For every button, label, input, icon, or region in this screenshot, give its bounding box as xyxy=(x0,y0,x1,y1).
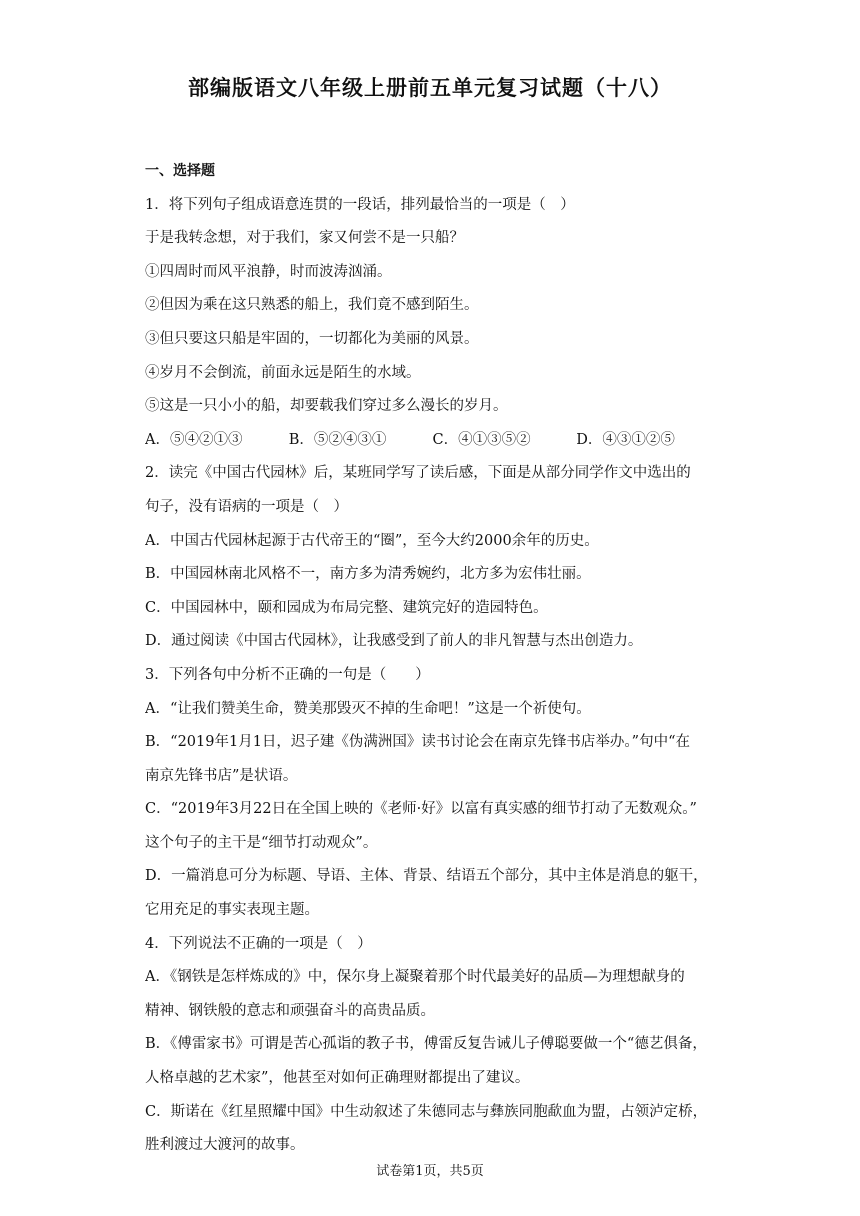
q1-sentence-4: ④岁月不会倒流，前面永远是陌生的水域。 xyxy=(145,364,421,381)
q1-intro: 于是我转念想，对于我们，家又何尝不是一只船？ xyxy=(145,230,464,247)
q1-sentence-3: ③但只要这只船是牢固的，一切都化为美丽的风景。 xyxy=(145,330,479,347)
q1-sentence-2: ②但因为乘在这只熟悉的船上，我们竟不感到陌生。 xyxy=(145,297,479,314)
q4-emphasis-char-3: 确 xyxy=(256,928,271,962)
q2-option-a: A．中国古代园林起源于古代帝王的“圈”，至今大约2000余年的历史。 xyxy=(145,532,599,549)
q2-option-c: C．中国园林中，颐和园成为布局完整、建筑完好的造园特色。 xyxy=(145,599,548,616)
q3-option-c-line2: 这个句子的主干是“细节打动观众”。 xyxy=(145,834,378,851)
q4-stem xyxy=(145,928,720,962)
q4-option-b-line1: B．《傅雷家书》可谓是苦心孤诣的教子书，傅雷反复告诫儿子傅聪要做一个“德艺俱备， xyxy=(145,1036,707,1053)
q2-option-d: D．通过阅读《中国古代园林》，让我感受到了前人的非凡智慧与杰出创造力。 xyxy=(145,633,643,650)
question-content xyxy=(145,155,720,1163)
q3-option-a: A．“让我们赞美生命，赞美那毁灭不掉的生命吧！”这是一个祈使句。 xyxy=(145,700,591,717)
q1-stem: 1．将下列句子组成语意连贯的一段话，排列最恰当的一项是（ ） xyxy=(145,196,575,213)
q3-option-b-line2: 南京先锋书店”是状语。 xyxy=(145,767,298,784)
q4-option-c-line2: 胜利渡过大渡河的故事。 xyxy=(145,1137,305,1154)
q3-option-c-line1: C．“2019年3月22日在全国上映的《老师·好》以富有真实感的细节打动了无数观众。” xyxy=(145,801,697,818)
q3-option-d-line1: D．一篇消息可分为标题、导语、主体、背景、结语五个部分，其中主体是消息的躯干， xyxy=(145,868,708,885)
q4-option-c-line1: C．斯诺在《红星照耀中国》中生动叙述了朱德同志与彝族同胞歃血为盟，占领泸定桥， xyxy=(145,1103,708,1120)
q3-option-d-line2: 它用充足的事实表现主题。 xyxy=(145,902,319,919)
q4-stem-prefix: 4．下列说法 xyxy=(145,935,227,952)
section-heading: 一、选择题 xyxy=(145,163,215,179)
q2-stem-line2: 句子，没有语病的一项是（ ） xyxy=(145,498,348,515)
q4-emphasis-char-2: 正 xyxy=(241,928,256,962)
q2-stem-line1: 2．读完《中国古代园林》后，某班同学写了读后感，下面是从部分同学作文中选出的 xyxy=(145,465,691,482)
q1-option-d: D．④③①②⑤ xyxy=(576,431,675,448)
q1-sentence-5: ⑤这是一只小小的船，却要载我们穿过多么漫长的岁月。 xyxy=(145,398,508,415)
q1-option-a: A．⑤④②①③ xyxy=(145,431,243,448)
q1-option-b: B．⑤②④③① xyxy=(288,431,387,448)
q4-option-a-line2: 精神、钢铁般的意志和顽强奋斗的高贵品质。 xyxy=(145,1002,435,1019)
q4-emphasis-char-1: 不 xyxy=(227,928,242,962)
page-footer: 试卷第1页，共5页 xyxy=(376,1164,484,1179)
q4-option-b-line2: 人格卓越的艺术家”，他甚至对如何正确理财都提出了建议。 xyxy=(145,1070,530,1087)
page-title: 部编版语文八年级上册前五单元复习试题（十八） xyxy=(188,76,672,100)
q4-option-a-line1: A．《钢铁是怎样炼成的》中，保尔身上凝聚着那个时代最美好的品质—为理想献身的 xyxy=(145,969,685,986)
q4-stem-suffix: 的一项是（ ） xyxy=(270,935,372,952)
q1-options xyxy=(145,424,720,458)
q3-option-b-line1: B．“2019年1月1日，迟子建《伪满洲国》读书讨论会在南京先锋书店举办。”句中“在 xyxy=(145,734,690,751)
q2-option-b: B．中国园林南北风格不一，南方多为清秀婉约，北方多为宏伟壮丽。 xyxy=(145,566,591,583)
q3-stem: 3．下列各句中分析不正确的一句是（ ） xyxy=(145,666,430,683)
q1-sentence-1: ①四周时而风平浪静，时而波涛汹涌。 xyxy=(145,263,392,280)
q1-option-c: C．④①③⑤② xyxy=(432,431,531,448)
